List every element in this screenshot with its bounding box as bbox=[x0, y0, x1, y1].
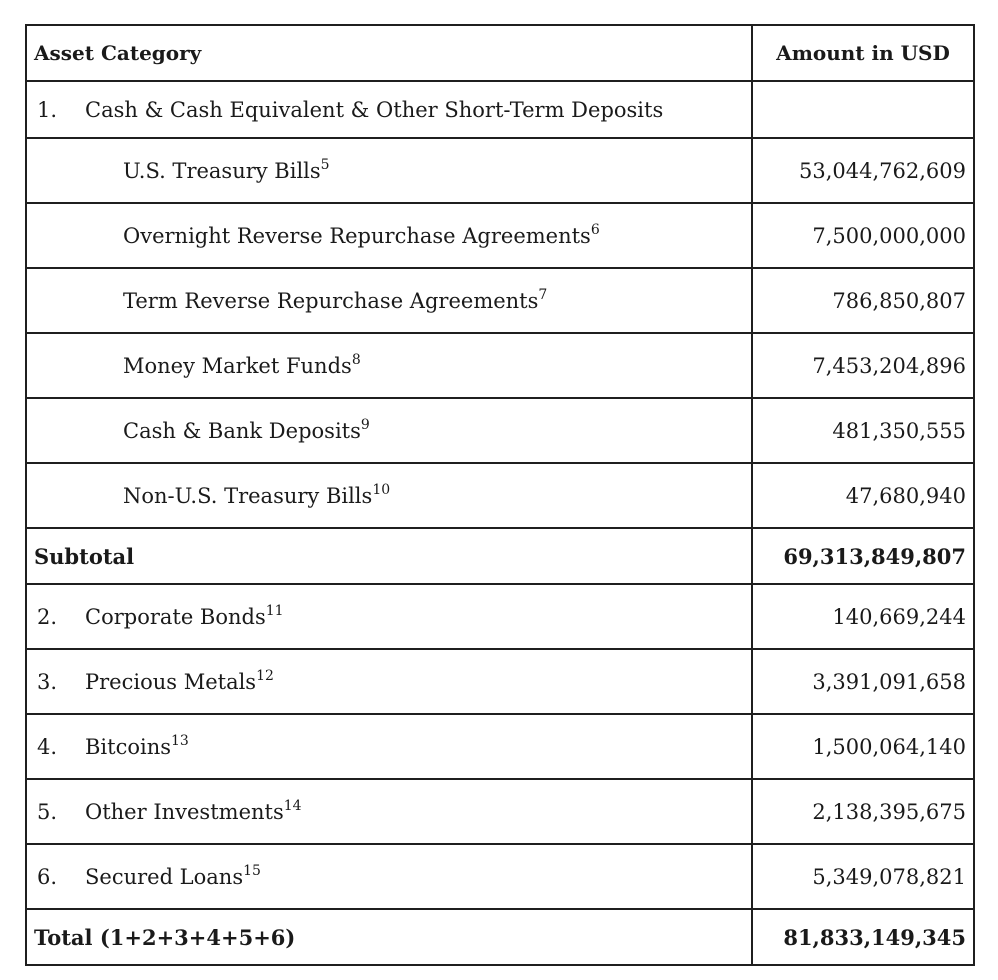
item-amount: 2,138,395,675 bbox=[752, 779, 974, 844]
table-row bbox=[26, 844, 974, 909]
item-label-cell bbox=[26, 779, 752, 844]
sub-item-label-cell bbox=[26, 398, 752, 463]
section-cash-label-cell bbox=[26, 81, 752, 138]
item-number: 2. bbox=[37, 604, 58, 629]
table-row bbox=[26, 714, 974, 779]
item-number: 6. bbox=[37, 864, 58, 889]
section-row-cash bbox=[26, 81, 974, 138]
table-row bbox=[26, 268, 974, 333]
item-label: Other Investments bbox=[85, 799, 284, 824]
sub-item-label: Cash & Bank Deposits bbox=[123, 418, 361, 443]
footnote-ref: 14 bbox=[283, 797, 302, 814]
sub-item-label-cell bbox=[26, 138, 752, 203]
section-label: Cash & Cash Equivalent & Other Short-Term Deposits bbox=[85, 97, 664, 122]
table-row bbox=[26, 333, 974, 398]
sub-item-label: Money Market Funds bbox=[123, 353, 352, 378]
asset-table bbox=[25, 24, 975, 966]
footnote-ref: 15 bbox=[243, 862, 261, 879]
header-asset-category: Asset Category bbox=[26, 25, 752, 81]
item-label-cell bbox=[26, 844, 752, 909]
item-label-cell bbox=[26, 649, 752, 714]
table-row bbox=[26, 649, 974, 714]
sub-item-amount: 53,044,762,609 bbox=[752, 138, 974, 203]
table-header-row bbox=[26, 25, 974, 81]
item-amount: 3,391,091,658 bbox=[752, 649, 974, 714]
item-label: Secured Loans bbox=[85, 864, 244, 889]
sub-item-label: Term Reverse Repurchase Agreements bbox=[123, 288, 539, 313]
table-row bbox=[26, 463, 974, 528]
footnote-ref: 10 bbox=[372, 481, 391, 498]
item-number: 3. bbox=[37, 669, 58, 694]
footnote-ref: 12 bbox=[256, 667, 274, 684]
total-label: Total (1+2+3+4+5+6) bbox=[26, 909, 752, 965]
sub-item-label: Overnight Reverse Repurchase Agreements bbox=[123, 223, 591, 248]
subtotal-row bbox=[26, 528, 974, 584]
item-number: 5. bbox=[37, 799, 58, 824]
section-amount bbox=[752, 81, 974, 138]
sub-item-label-cell bbox=[26, 333, 752, 398]
sub-item-label: U.S. Treasury Bills bbox=[123, 158, 321, 183]
footnote-ref: 13 bbox=[171, 732, 189, 749]
table-row bbox=[26, 203, 974, 268]
sub-item-label-cell bbox=[26, 463, 752, 528]
footnote-ref: 5 bbox=[320, 156, 330, 173]
table-row bbox=[26, 584, 974, 649]
sub-item-label-cell bbox=[26, 268, 752, 333]
footnote-ref: 11 bbox=[265, 602, 284, 619]
footnote-ref: 9 bbox=[360, 416, 370, 433]
sub-item-amount: 47,680,940 bbox=[752, 463, 974, 528]
sub-item-amount: 7,500,000,000 bbox=[752, 203, 974, 268]
section-number: 1. bbox=[37, 97, 58, 122]
subtotal-label: Subtotal bbox=[26, 528, 752, 584]
total-row bbox=[26, 909, 974, 965]
item-label-cell bbox=[26, 584, 752, 649]
sub-item-amount: 481,350,555 bbox=[752, 398, 974, 463]
header-amount-usd: Amount in USD bbox=[752, 25, 974, 81]
item-amount: 5,349,078,821 bbox=[752, 844, 974, 909]
table-row bbox=[26, 398, 974, 463]
item-label-cell bbox=[26, 714, 752, 779]
footnote-ref: 8 bbox=[351, 351, 361, 368]
sub-item-amount: 7,453,204,896 bbox=[752, 333, 974, 398]
sub-item-amount: 786,850,807 bbox=[752, 268, 974, 333]
item-number: 4. bbox=[37, 734, 58, 759]
footnote-ref: 7 bbox=[538, 286, 548, 303]
table-row bbox=[26, 138, 974, 203]
item-label: Precious Metals bbox=[85, 669, 257, 694]
sub-item-label: Non-U.S. Treasury Bills bbox=[123, 483, 373, 508]
sub-item-label-cell bbox=[26, 203, 752, 268]
table-row bbox=[26, 779, 974, 844]
item-label: Corporate Bonds bbox=[85, 604, 266, 629]
subtotal-amount: 69,313,849,807 bbox=[752, 528, 974, 584]
item-amount: 140,669,244 bbox=[752, 584, 974, 649]
footnote-ref: 6 bbox=[590, 221, 600, 238]
total-amount: 81,833,149,345 bbox=[752, 909, 974, 965]
item-amount: 1,500,064,140 bbox=[752, 714, 974, 779]
item-label: Bitcoins bbox=[85, 734, 172, 759]
